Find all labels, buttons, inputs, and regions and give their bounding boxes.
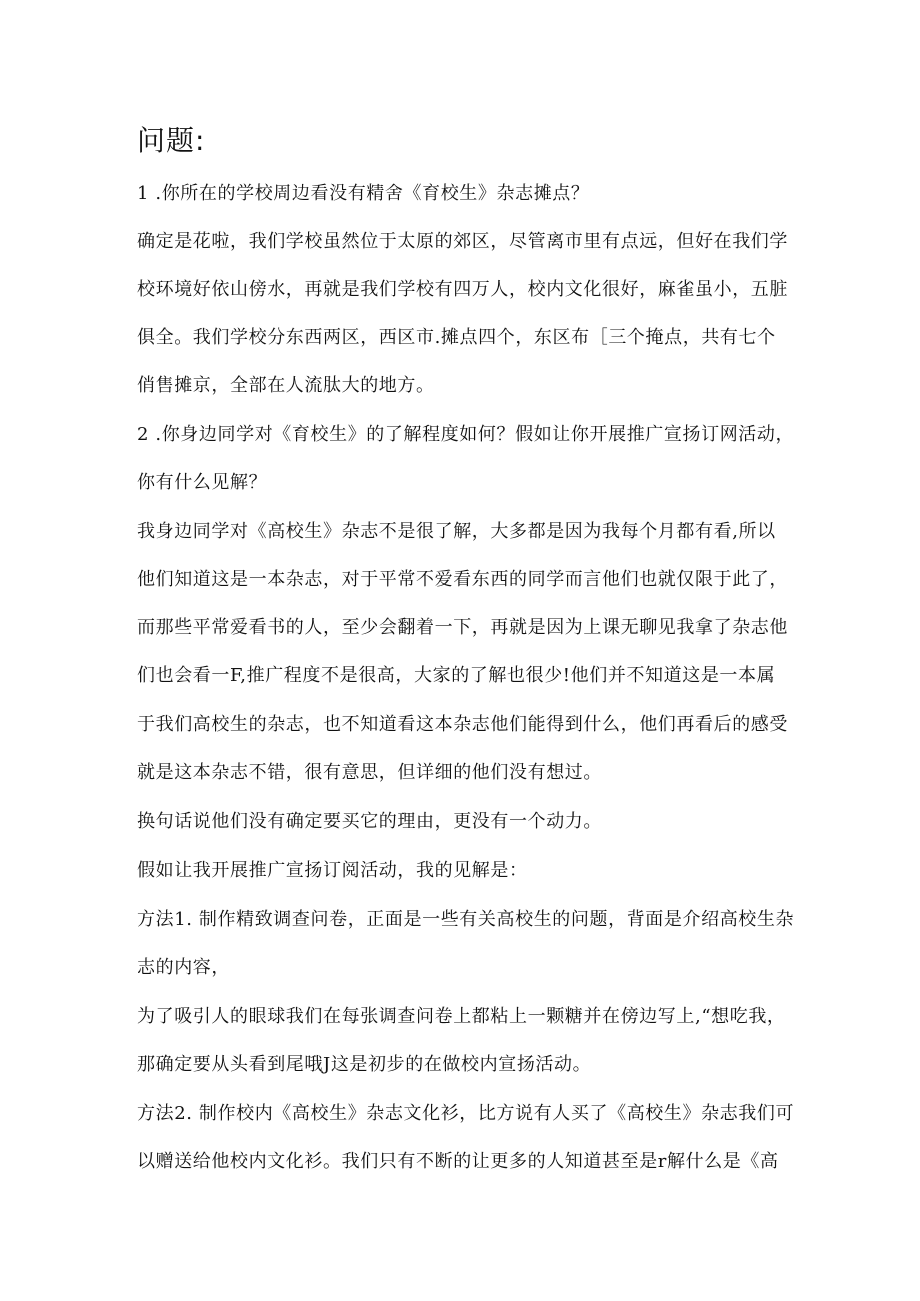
method-2-line-2: 以赠送给他校内文化衫。我们只有不断的让更多的人知道甚至是r解什么是《高 <box>137 1151 779 1172</box>
question-1-line: 1 .你所在的学校周边看没有精舍《育校生》杂志摊点？ <box>137 183 590 204</box>
question-2-line-1: 2 .你身边同学对《育校生》的了解程度如何？假如让你开展推广宣扬订网活动， <box>137 424 795 445</box>
answer-1-line-2: 校环境好依山傍水，再就是我们学校有四万人，校内文化很好，麻雀虽小，五脏 <box>137 279 788 300</box>
paragraph-reason: 换句话说他们没有确定要买它的理由，更没有一个动力。 <box>137 811 602 832</box>
answer-2-line-4: 们也会看一F,推广程度不是很高，大家的了解也很少!他们并不知道这是一本属 <box>137 665 776 686</box>
method-2-line-1: 方法2. 制作校内《高校生》杂志文化衫，比方说有人买了《高校生》杂志我们可 <box>137 1103 795 1124</box>
page-heading: 问题: <box>137 124 206 157</box>
answer-1-line-3: 俱全。我们学校分东西两区，西区市.摊点四个，东区布［三个掩点，共有七个 <box>137 327 776 348</box>
answer-2-line-6: 就是这本杂志不错，很有意思，但详细的他们没有想过。 <box>137 762 602 783</box>
paragraph-opinion-intro: 假如让我开展推广宣扬订阅活动，我的见解是： <box>137 860 528 881</box>
answer-1-line-1: 确定是花啦，我们学校虽然位于太原的郊区，尽管离市里有点远，但好在我们学 <box>137 231 788 252</box>
method-1-detail-line-1: 为了吸引人的眼球我们在每张调查问卷上都粘上一颗糖并在傍边写上,“想吃我， <box>137 1006 786 1027</box>
question-2-line-2: 你有什么见解？ <box>137 472 268 493</box>
answer-2-line-5: 于我们高校生的杂志，也不知道看这本杂志他们能得到什么，他们再看后的感受 <box>137 714 788 735</box>
answer-2-line-1: 我身边同学对《高校生》杂志不是很了解，大多都是因为我每个月都有看,所以 <box>137 521 776 542</box>
answer-2-line-2: 他们知道这是一本杂志，对于平常不爱看东西的同学而言他们也就仅限于此了， <box>137 569 788 590</box>
answer-1-line-4: 俏售摊京，全部在人流肽大的地方。 <box>137 375 435 396</box>
answer-2-line-3: 而那些平常爱看书的人，至少会翻着一下，再就是因为上课无聊见我拿了杂志他 <box>137 617 788 638</box>
method-1-detail-line-2: 那确定要从头看到尾哦J这是初步的在做校内宣扬活动。 <box>137 1054 592 1075</box>
method-1-line-2: 志的内容， <box>137 957 230 978</box>
method-1-line-1: 方法1. 制作精致调查问卷，正面是一些有关高校生的问题，背面是介绍高校生杂 <box>137 909 795 930</box>
